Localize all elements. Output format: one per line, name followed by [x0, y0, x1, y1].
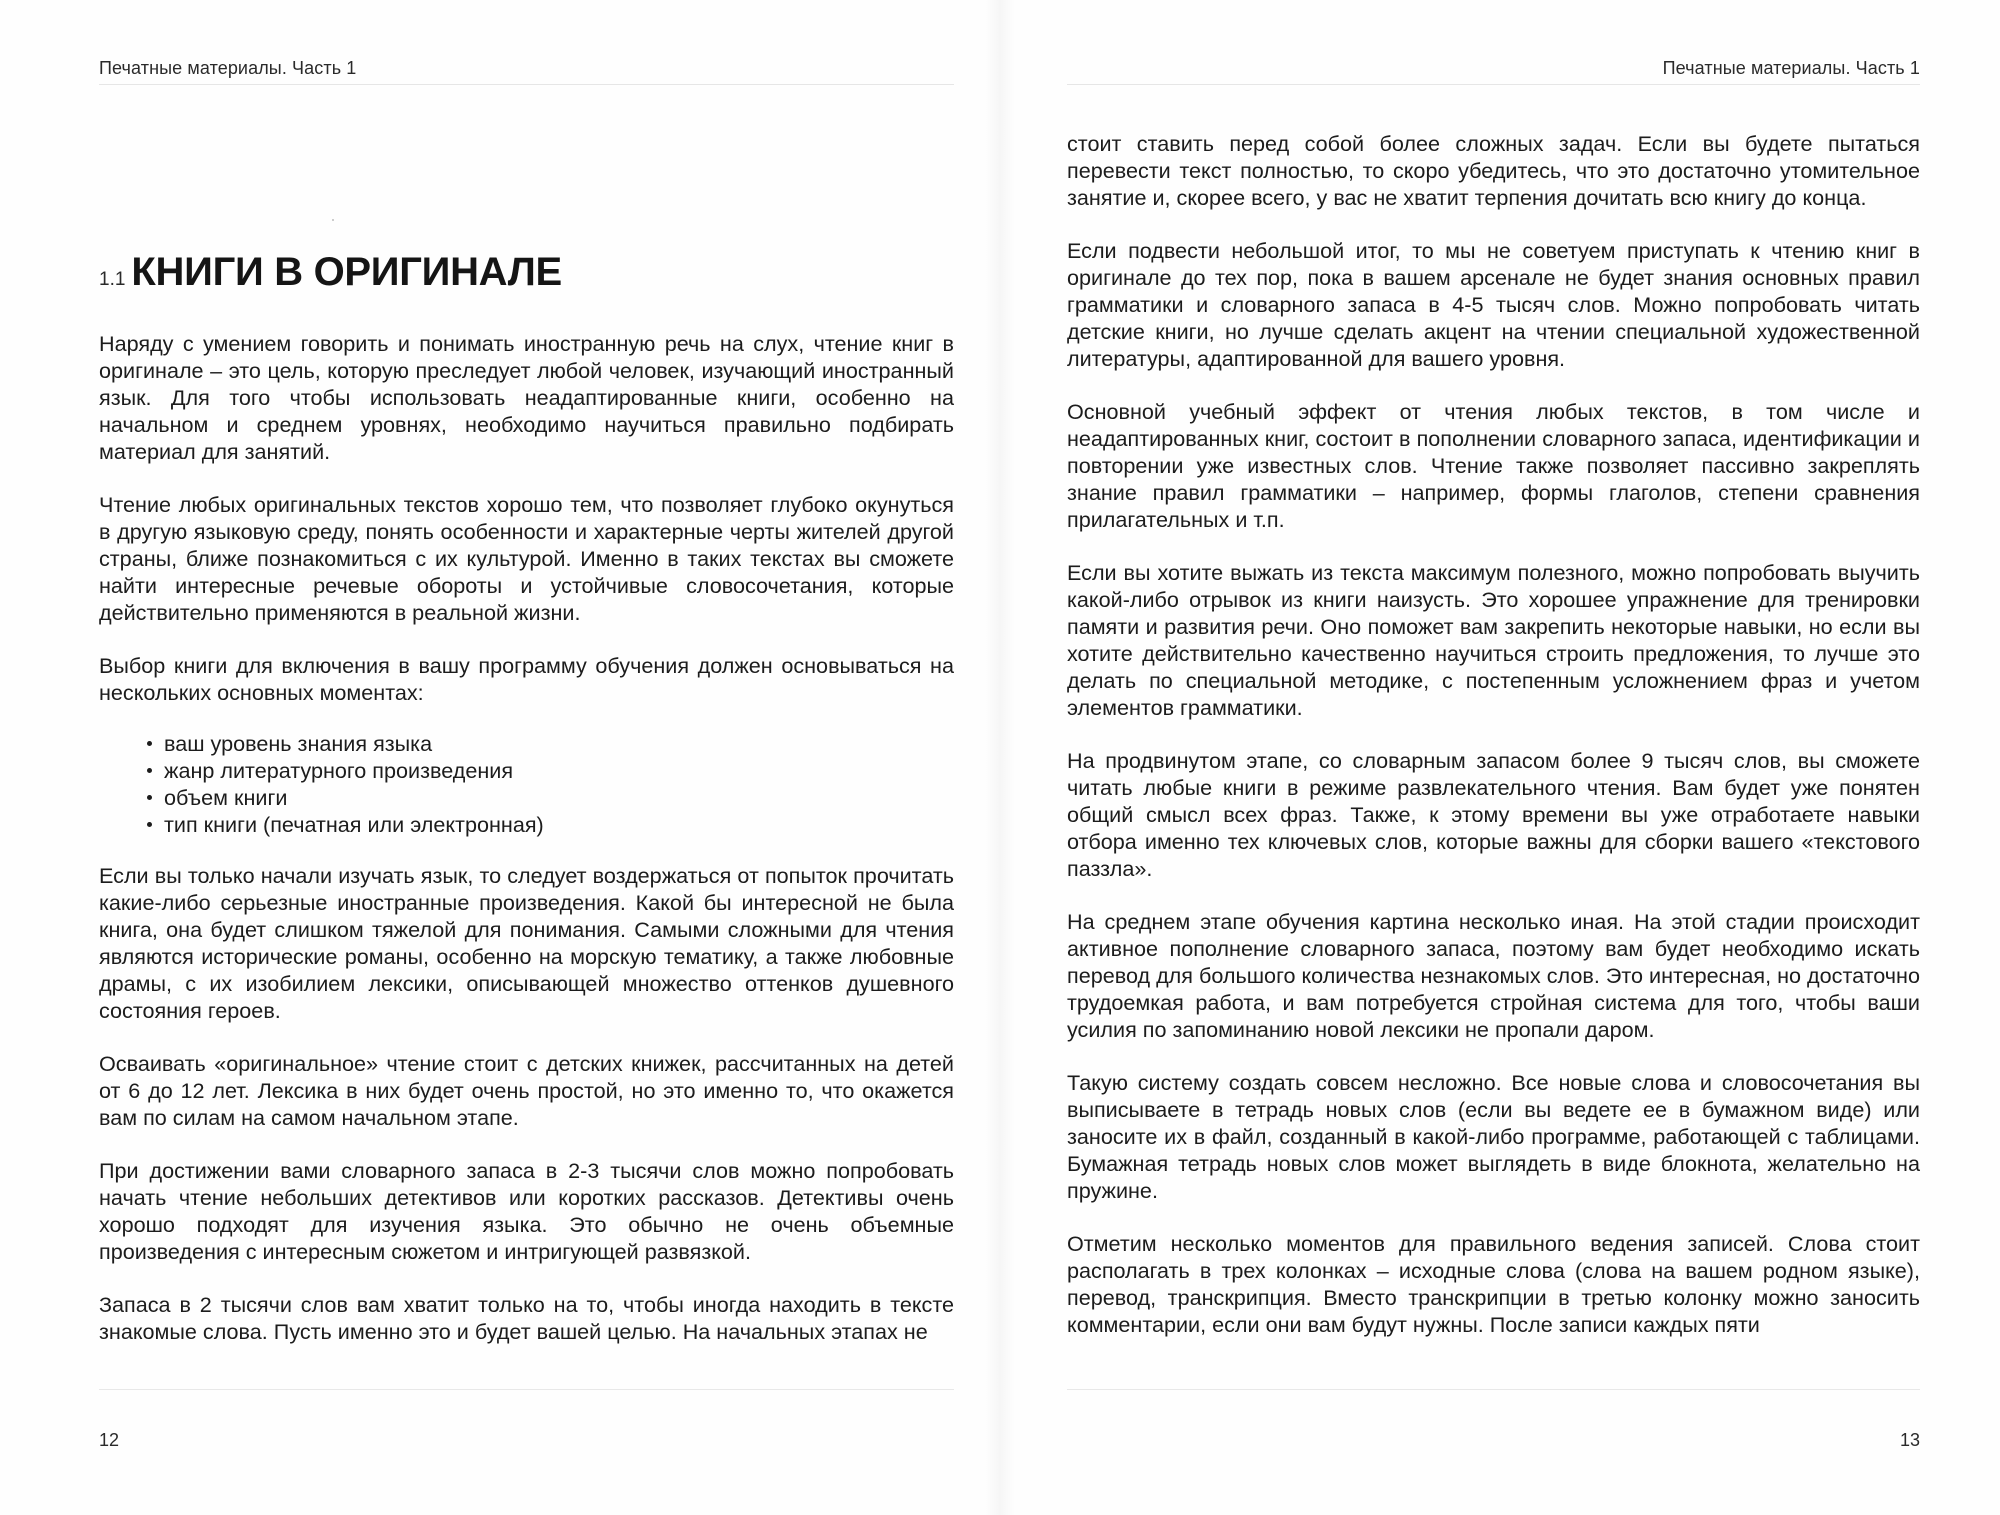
bullet-icon — [147, 768, 152, 773]
running-head: Печатные материалы. Часть 1 — [99, 58, 357, 78]
paragraph: Запаса в 2 тысячи слов вам хватит только на то, чтобы иногда находить в тексте знакомые слова. Пусть именно это и будет вашей целью. На начальных этапах не — [99, 1292, 954, 1344]
paragraph: При достижении вами словарного запаса в 2-3 тысячи слов можно попробовать начать чтение небольших детективов или коротких рассказов. Детективы очень хорошо подходят для изучения языка. Это обычно не очень объемные произведения с интересным сюжетом и интригующей развязкой. — [99, 1158, 954, 1264]
page-number: 12 — [99, 1430, 120, 1450]
list-item-text: объем книги — [164, 785, 288, 810]
paragraph: Такую систему создать совсем несложно. Все новые слова и словосочетания вы выписываете в тетрадь новых слов (если вы ведете ее в бумажном виде) или заносите их в файл, созданный в какой-либо программе, работающей с таблицами. Бумажная тетрадь новых слов может выглядеть в виде блокнота, желательно на пружине. — [1067, 1070, 1920, 1203]
header-rule — [99, 84, 954, 85]
body-text — [1067, 130, 1920, 1364]
bullet-icon — [147, 741, 152, 746]
paragraph: Наряду с умением говорить и понимать иностранную речь на слух, чтение книг в оригинале – это цель, которую преследует любой человек, изучающий иностранный язык. Для того чтобы использовать неадаптированные книги, особенно на начальном и среднем уровнях, необходимо научиться правильно подбирать материал для занятий. — [99, 331, 954, 464]
paragraph: Основной учебный эффект от чтения любых текстов, в том числе и неадаптированных книг, состоит в пополнении словарного запаса, идентификации и повторении уже известных слов. Чтение также позволяет пассивно закреплять знание правил грамматики – например, формы глаголов, степени сравнения прилагательных и т.п. — [1067, 399, 1920, 532]
running-head: Печатные материалы. Часть 1 — [1662, 58, 1920, 78]
scan-speck — [332, 219, 334, 221]
list-item — [147, 757, 954, 784]
paragraph: На продвинутом этапе, со словарным запасом более 9 тысяч слов, вы сможете читать любые книги в режиме развлекательного чтения. Вам будет уже понятен общий смысл всех фраз. Также, к этому времени вы уже отработаете навыки отбора именно тех ключевых слов, которые важны для сборки вашего «текстового паззла». — [1067, 748, 1920, 881]
list-item — [147, 730, 954, 757]
bullet-list — [99, 730, 954, 838]
list-item — [147, 784, 954, 811]
list-item-text: тип книги (печатная или электронная) — [164, 812, 544, 837]
chapter-number: 1.1 — [99, 269, 126, 290]
paragraph: Отметим несколько моментов для правильного ведения записей. Слова стоит располагать в трех колонках – исходные слова (слова на вашем родном языке), перевод, транскрипция. Вместо транскрипции в третью колонку можно заносить комментарии, если они вам будут нужны. После записи каждых пяти — [1067, 1231, 1920, 1337]
body-text — [99, 330, 954, 1371]
page-number: 13 — [1899, 1430, 1920, 1450]
list-item — [147, 811, 954, 838]
right-page — [1000, 0, 2000, 1515]
chapter-heading — [99, 250, 562, 295]
chapter-title: КНИГИ В ОРИГИНАЛЕ — [131, 250, 562, 294]
paragraph: Если вы хотите выжать из текста максимум полезного, можно попробовать выучить какой-либо отрывок из книги наизусть. Это хорошее упражнение для тренировки памяти и развития речи. Оно поможет вам закрепить некоторые навыки, но если вы хотите действительно качественно научиться строить предложения, то лучше это делать по специальной методике, с постепенным усложнением фраз и учетом элементов грамматики. — [1067, 560, 1920, 720]
footer-rule — [99, 1389, 954, 1390]
paragraph: На среднем этапе обучения картина несколько иная. На этой стадии происходит активное пополнение словарного запаса, поэтому вам будет необходимо искать перевод для большого количества незнакомых слов. Это интересная, но достаточно трудоемкая работа, и вам потребуется стройная система для того, чтобы ваши усилия по запоминанию новой лексики не пропали даром. — [1067, 909, 1920, 1042]
paragraph: Если вы только начали изучать язык, то следует воздержаться от попыток прочитать какие-либо серьезные иностранные произведения. Какой бы интересной не была книга, она будет слишком тяжелой для понимания. Самыми сложными для чтения являются исторические романы, особенно на морскую тематику, а также любовные драмы, с их изобилием лексики, описывающей множество оттенков душевного состояния героев. — [99, 863, 954, 1023]
paragraph: Чтение любых оригинальных текстов хорошо тем, что позволяет глубоко окунуться в другую языковую среду, понять особенности и характерные черты жителей другой страны, ближе познакомиться с их культурой. Именно в таких текстах вы сможете найти интересные речевые обороты и устойчивые словосочетания, которые действительно применяются в реальной жизни. — [99, 492, 954, 625]
list-item-text: жанр литературного произведения — [164, 758, 514, 783]
bullet-icon — [147, 795, 152, 800]
bullet-icon — [147, 822, 152, 827]
footer-rule — [1067, 1389, 1920, 1390]
header-rule — [1067, 84, 1920, 85]
paragraph: стоит ставить перед собой более сложных задач. Если вы будете пытаться перевести текст полностью, то скоро убедитесь, что это достаточно утомительное занятие и, скорее всего, у вас не хватит терпения дочитать всю книгу до конца. — [1067, 131, 1920, 210]
list-item-text: ваш уровень знания языка — [164, 731, 433, 756]
paragraph: Если подвести небольшой итог, то мы не советуем приступать к чтению книг в оригинале до тех пор, пока в вашем арсенале не будет знания основных правил грамматики и словарного запаса в 4-5 тысяч слов. Можно попробовать читать детские книги, но лучше сделать акцент на чтении специальной художественной литературы, адаптированной для вашего уровня. — [1067, 238, 1920, 371]
paragraph: Выбор книги для включения в вашу программу обучения должен основываться на нескольких основных моментах: — [99, 653, 954, 705]
paragraph: Осваивать «оригинальное» чтение стоит с детских книжек, рассчитанных на детей от 6 до 12 лет. Лексика в них будет очень простой, но это именно то, что окажется вам по силам на самом начальном этапе. — [99, 1051, 954, 1130]
